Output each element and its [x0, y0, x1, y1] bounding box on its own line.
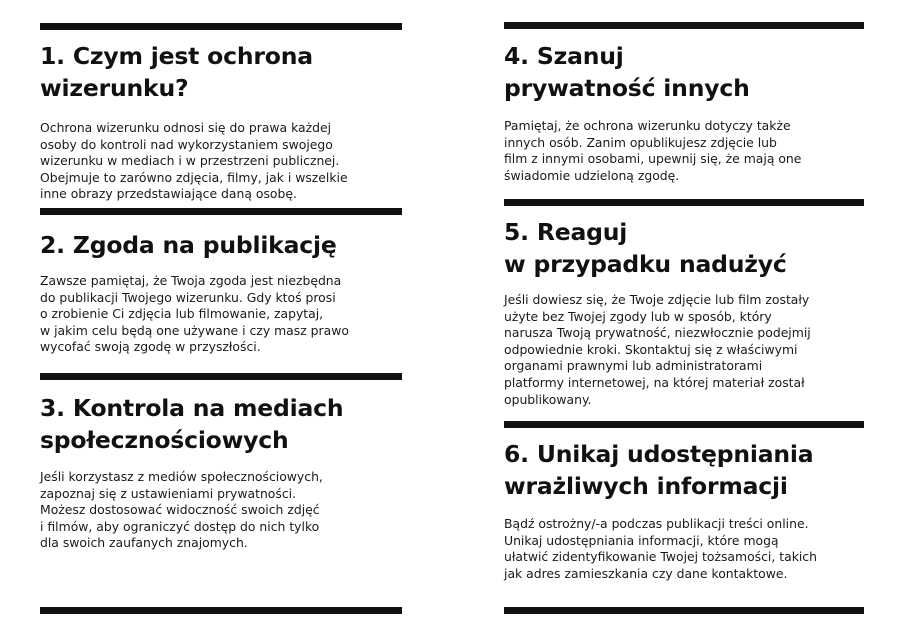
divider-rule: [40, 23, 402, 30]
section-6: [504, 438, 864, 582]
section-title: 2. Zgoda na publikację: [40, 231, 337, 259]
divider-rule: [40, 373, 402, 380]
divider-rule: [504, 22, 864, 29]
section-title: 4. Szanuj prywatność innych: [504, 42, 750, 102]
section-3: [40, 392, 402, 552]
divider-rule: [504, 421, 864, 428]
section-body: Jeśli dowiesz się, że Twoje zdjęcie lub film zostały użyte bez Twojej zgody lub w sposób, który narusza Twoją prywatność, niezwłocznie podejmij odpowiednie kroki. Skontaktuj się z właściwymi organami prawnymi lub administratorami platformy internetowej, na której materiał został opublikowany.: [504, 292, 811, 407]
section-body: Pamiętaj, że ochrona wizerunku dotyczy także innych osób. Zanim opublikujesz zdjęcie lub film z innymi osobami, upewnij się, że mają one świadomie udzieloną zgodę.: [504, 118, 802, 183]
section-body: Bądź ostrożny/-a podczas publikacji treści online. Unikaj udostępniania informacji, które mogą ułatwić zidentyfikowanie Twojej tożsamości, takich jak adres zamieszkania czy dane kontaktowe.: [504, 516, 817, 581]
divider-rule: [504, 607, 864, 614]
section-4: [504, 40, 864, 184]
divider-rule: [40, 208, 402, 215]
divider-rule: [40, 607, 402, 614]
section-2: [40, 229, 402, 356]
section-title: 5. Reaguj w przypadku nadużyć: [504, 218, 787, 278]
section-1: [40, 40, 402, 203]
section-body: Zawsze pamiętaj, że Twoja zgoda jest niezbędna do publikacji Twojego wizerunku. Gdy ktoś prosi o zrobienie Ci zdjęcia lub filmowanie, zapytaj, w jakim celu będą one używane i czy masz prawo wycofać swoją zgodę w przyszłości.: [40, 273, 349, 355]
section-body: Ochrona wizerunku odnosi się do prawa każdej osoby do kontroli nad wykorzystaniem swojego wizerunku w mediach i w przestrzeni publicznej. Obejmuje to zarówno zdjęcia, filmy, jak i wszelkie inne obrazy przedstawiające daną osobę.: [40, 120, 348, 202]
section-body: Jeśli korzystasz z mediów społecznościowych, zapoznaj się z ustawieniami prywatności. Możesz dostosować widoczność swoich zdjęć i filmów, aby ograniczyć dostęp do nich tylko dla swoich zaufanych znajomych.: [40, 469, 323, 551]
section-5: [504, 216, 864, 408]
section-title: 6. Unikaj udostępniania wrażliwych informacji: [504, 440, 814, 500]
section-title: 3. Kontrola na mediach społecznościowych: [40, 394, 344, 454]
section-title: 1. Czym jest ochrona wizerunku?: [40, 42, 313, 102]
divider-rule: [504, 199, 864, 206]
